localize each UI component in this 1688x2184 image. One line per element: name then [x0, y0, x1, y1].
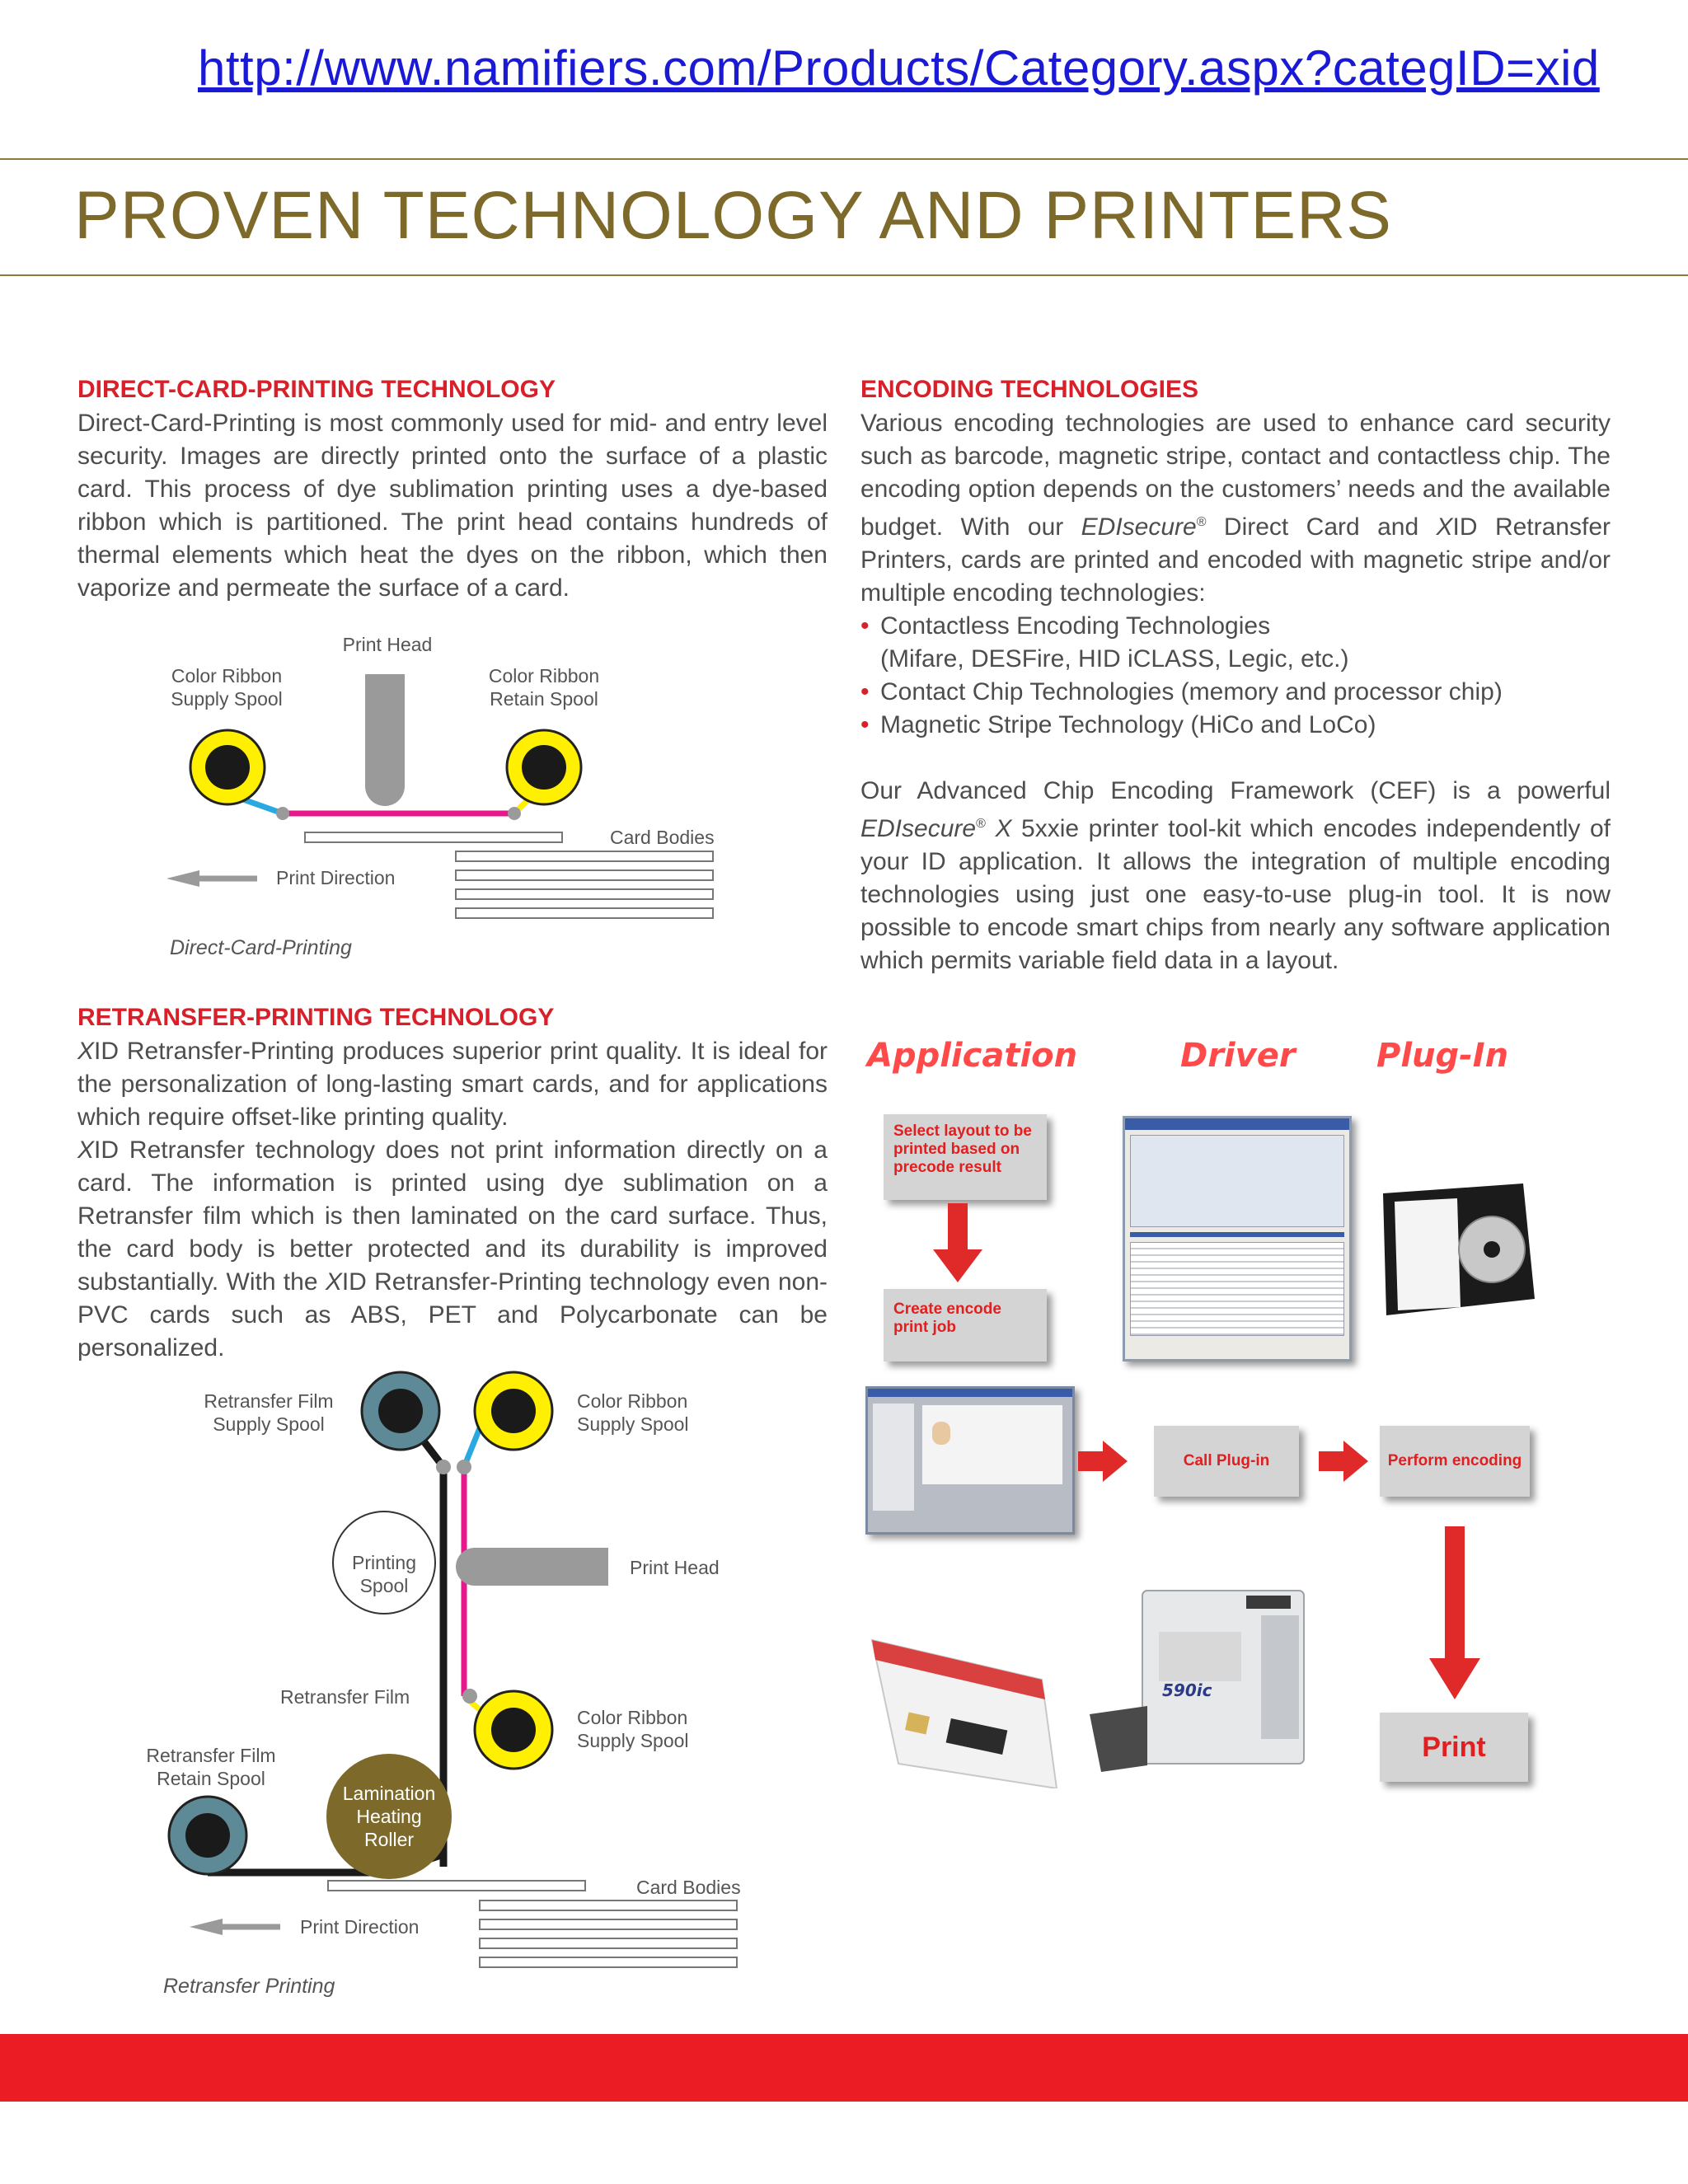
retransfer-roller [457, 1460, 471, 1474]
retransfer-card-body [480, 1957, 737, 1967]
page-title: PROVEN TECHNOLOGY AND PRINTERS [74, 178, 1392, 253]
footer-band [0, 2034, 1688, 2102]
direct-paragraph: Direct-Card-Printing is most commonly used for mid- and entry level security. Images are directly printed onto the surface of a plastic card. This process of dye sublimation printing uses a dye-based ribbon which is partitioned. The print head contains hundreds of thermal elements which heat the dyes on the ribbon, which then vaporize and permeate the surface of a card. [77, 410, 828, 602]
flow-box-perform-encoding: Perform encoding [1380, 1426, 1530, 1497]
retransfer-label-ribbon-supply-top: Color Ribbon Supply Spool [577, 1390, 689, 1435]
driver-window-screenshot [1123, 1116, 1352, 1361]
retransfer-paragraph-1: XID Retransfer-Printing produces superior print quality. It is ideal for the personalization of long-lasting smart cards, and for applications which require offset-like printing quality. [77, 1038, 828, 1131]
retransfer-label-lamination: Lamination Heating Roller [342, 1783, 436, 1850]
direct-card-body [456, 908, 713, 918]
retransfer-heading: RETRANSFER-PRINTING TECHNOLOGY [77, 1004, 555, 1031]
direct-label-print-head: Print Head [342, 634, 433, 655]
encoding-bullet: • Contactless Encoding Technologies (Mifare, DESFire, HID iCLASS, Legic, etc.) [860, 610, 1611, 676]
retransfer-caption: Retransfer Printing [163, 1975, 335, 1998]
direct-card-body [456, 889, 713, 899]
encoding-paragraph-1: Various encoding technologies are used to enhance card security such as barcode, magnetic stripe, contact and contactless chip. The encoding option depends on the customers’ needs and the available budget. With our EDIsecure® Direct Card and XID Retransfer Printers, cards are printed and encoded with magnetic stripe and/or multiple encoding technologies: [860, 410, 1611, 607]
encoding-bullet-list [860, 610, 1611, 742]
flow-title-plugin: Plug-In [1376, 1037, 1509, 1075]
printer-model-label: 590ic [1162, 1680, 1212, 1700]
retransfer-label-film-supply: Retransfer Film Supply Spool [204, 1390, 334, 1435]
application-window-screenshot [865, 1386, 1075, 1535]
flow-title-driver: Driver [1180, 1037, 1296, 1075]
flow-title-application: Application [867, 1037, 1078, 1075]
direct-card-body [456, 870, 713, 880]
retransfer-roller [462, 1689, 477, 1704]
direct-roller-right [508, 807, 521, 820]
flow-box-print: Print [1380, 1713, 1528, 1782]
direct-roller-left [276, 807, 289, 820]
retransfer-card-body [480, 1919, 737, 1929]
encoding-bullet: • Contact Chip Technologies (memory and processor chip) [860, 676, 1611, 709]
retransfer-label-print-direction: Print Direction [300, 1916, 420, 1938]
encoding-bullet: • Magnetic Stripe Technology (HiCo and LoCo) [860, 709, 1611, 742]
direct-card-printed [305, 832, 562, 842]
flow-arrow-right-1 [1078, 1441, 1128, 1482]
flow-arrow-down-2 [1429, 1526, 1480, 1699]
retransfer-card-printed [328, 1881, 585, 1891]
retransfer-card-body [480, 1938, 737, 1948]
encoding-heading: ENCODING TECHNOLOGIES [860, 376, 1199, 403]
direct-caption: Direct-Card-Printing [170, 936, 352, 959]
retransfer-label-ribbon-supply-bottom: Color Ribbon Supply Spool [577, 1707, 689, 1751]
encoding-paragraph-2: Our Advanced Chip Encoding Framework (CEF) is a powerful EDIsecure® X 5xxie printer tool-kit which encodes independently of your ID application. It allows the integration of multiple encoding technologies using just one easy-to-use plug-in tool. It is now possible to encode smart chips from nearly any software application which permits variable field data in a layout. [860, 777, 1611, 974]
header-url[interactable]: http://www.namifiers.com/Products/Category.aspx?categID=xid [198, 40, 1600, 96]
flow-box-create-job: Create encode print job [884, 1289, 1047, 1361]
smart-card-image [865, 1632, 1063, 1788]
retransfer-label-card-bodies: Card Bodies [636, 1877, 741, 1898]
header-rule-top [0, 158, 1688, 160]
retransfer-roller [436, 1460, 451, 1474]
retransfer-paragraph-2: XID Retransfer technology does not print information directly on a card. The information is printed using dye sublimation on a Retransfer film which is then laminated on the card surface. Thus, the card body is better protected and its durability is improved substantially. With the XID Retransfer-Printing technology even non-PVC cards such as ABS, PET and Polycarbonate can be personalized. [77, 1137, 828, 1361]
header-rule-bottom [0, 274, 1688, 276]
direct-card-body [456, 851, 713, 861]
plugin-dvd-case-image [1375, 1183, 1536, 1315]
retransfer-label-print-head: Print Head [630, 1557, 720, 1578]
retransfer-card-body [480, 1900, 737, 1910]
direct-label-card-bodies: Card Bodies [610, 827, 715, 848]
retransfer-label-film-retain: Retransfer Film Retain Spool [146, 1745, 276, 1789]
direct-label-supply-spool: Color Ribbon Supply Spool [171, 665, 283, 710]
retransfer-label-film: Retransfer Film [280, 1686, 410, 1708]
direct-heading: DIRECT-CARD-PRINTING TECHNOLOGY [77, 376, 556, 403]
flow-box-call-plugin: Call Plug-in [1154, 1426, 1299, 1497]
retransfer-body [77, 1035, 828, 1365]
flow-arrow-down-1 [933, 1203, 982, 1282]
printer-image [1085, 1582, 1315, 1780]
retransfer-print-head-shape [475, 1548, 608, 1586]
retransfer-label-printing-spool: Printing Spool [352, 1552, 416, 1596]
direct-label-print-direction: Print Direction [276, 867, 396, 888]
direct-body [77, 407, 828, 605]
encoding-body [860, 407, 1611, 977]
flow-arrow-right-2 [1319, 1441, 1368, 1482]
flow-box-select-layout: Select layout to be printed based on precode result [884, 1114, 1047, 1200]
direct-label-retain-spool: Color Ribbon Retain Spool [488, 665, 600, 710]
